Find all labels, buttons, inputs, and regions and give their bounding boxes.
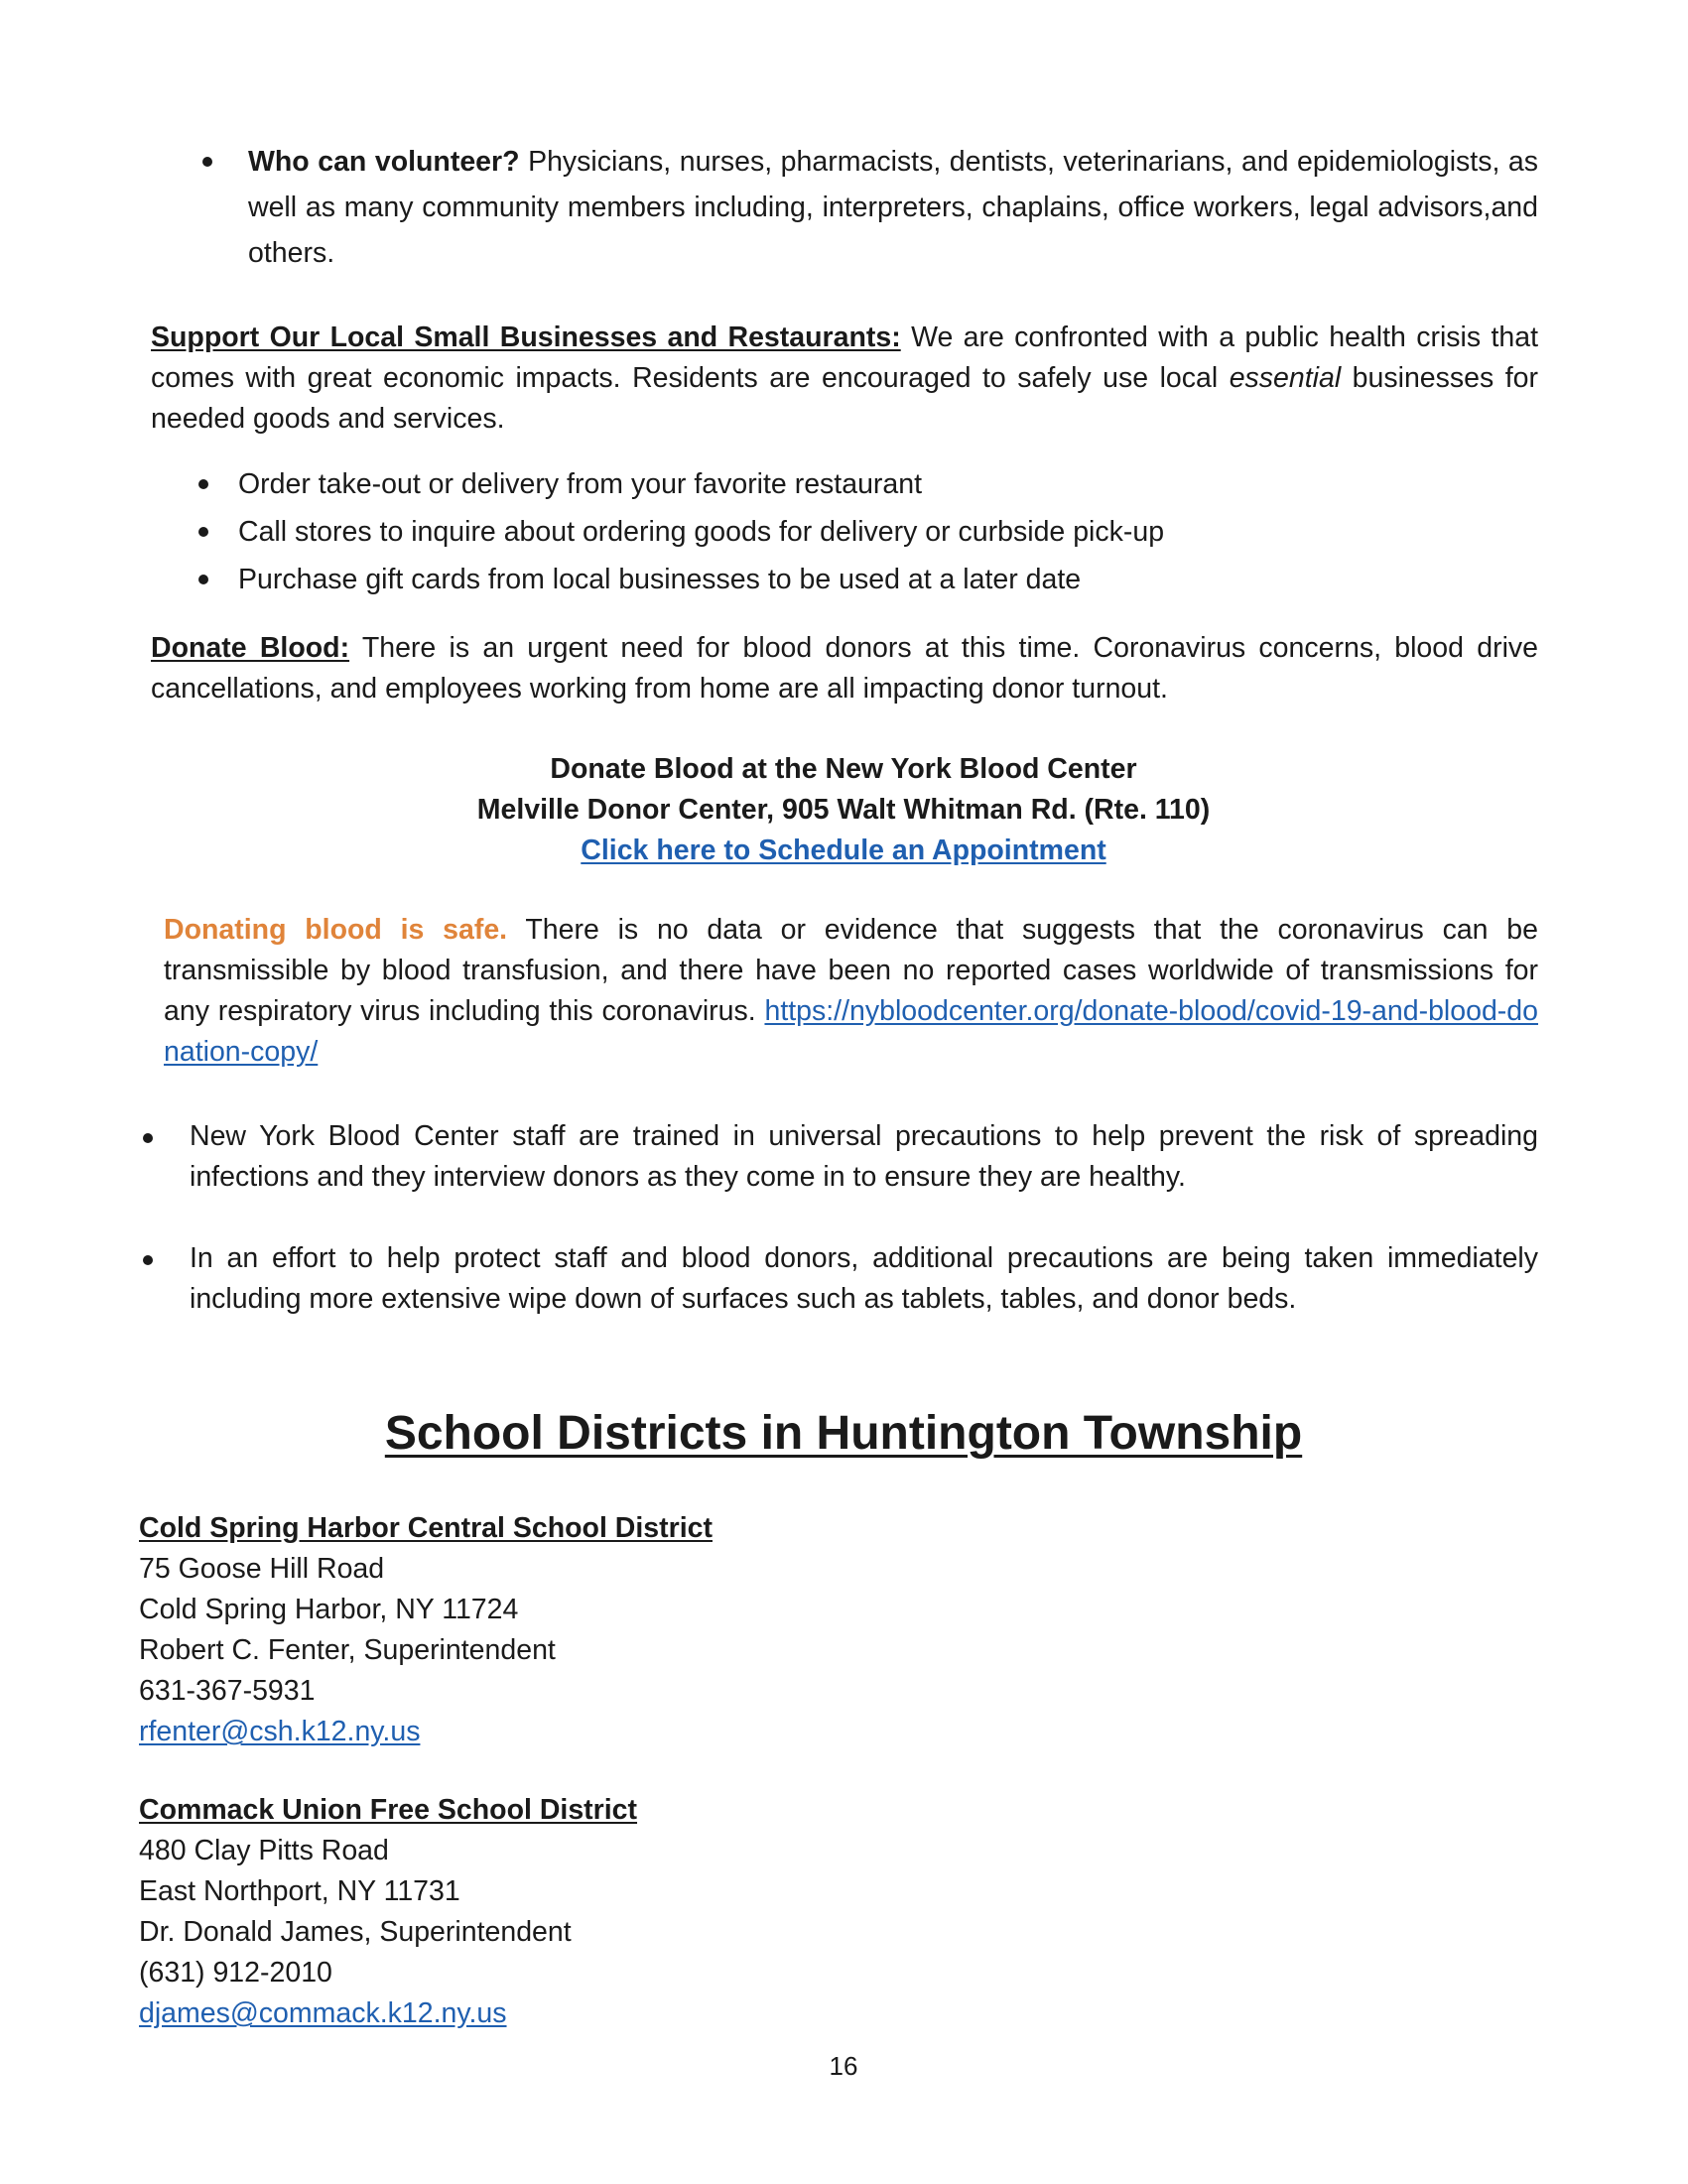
district-name: Commack Union Free School District bbox=[139, 1794, 638, 1826]
donate-center-info bbox=[149, 749, 1538, 871]
district-contact: Dr. Donald James, Superintendent bbox=[139, 1916, 572, 1948]
bullet-icon bbox=[198, 479, 208, 489]
bullet-icon bbox=[198, 575, 208, 584]
list-item-text: Order take-out or delivery from your favorite restaurant bbox=[238, 468, 923, 500]
donate-safe-label: Donating blood is safe. bbox=[164, 914, 508, 946]
district-city: East Northport, NY 11731 bbox=[139, 1875, 460, 1907]
donate-center-line1: Donate Blood at the New York Blood Center bbox=[550, 753, 1137, 785]
support-paragraph bbox=[151, 318, 1538, 440]
donate-paragraph bbox=[151, 628, 1538, 709]
support-list bbox=[238, 460, 1528, 603]
district-email-link[interactable]: rfenter@csh.k12.ny.us bbox=[139, 1716, 421, 1747]
support-text-em: essential bbox=[1229, 362, 1342, 394]
district-phone: 631-367-5931 bbox=[139, 1675, 316, 1707]
donate-title: Donate Blood: bbox=[151, 632, 350, 664]
district-contact: Robert C. Fenter, Superintendent bbox=[139, 1634, 556, 1666]
list-item-text: Call stores to inquire about ordering goods for delivery or curbside pick-up bbox=[238, 516, 1165, 548]
district-name: Cold Spring Harbor Central School District bbox=[139, 1512, 713, 1544]
nybloodcenter-link[interactable]: https://nybloodcenter.org/donate-blood/covid-19-and-blood-donation-copy/ bbox=[164, 995, 1539, 1068]
bullet-icon bbox=[143, 1255, 153, 1265]
schedule-appointment-link[interactable]: Click here to Schedule an Appointment bbox=[581, 835, 1106, 866]
donate-text: There is an urgent need for blood donors at this time. Coronavirus concerns, blood drive cancellations, and employees working from home are all impacting donor turnout. bbox=[151, 632, 1539, 705]
donate-bullet-text: New York Blood Center staff are trained in universal precautions to help prevent the risk of spreading infections and they interview donors as they come in to ensure they are healthy. bbox=[190, 1120, 1538, 1193]
support-text-after: businesses for needed goods and services. bbox=[151, 362, 1538, 435]
district-email-link[interactable]: djames@commack.k12.ny.us bbox=[139, 1997, 507, 2029]
bullet-icon bbox=[143, 1133, 153, 1143]
support-text-before: We are confronted with a public health crisis that comes with great economic impacts. Residents are encouraged to safely use local bbox=[151, 321, 1538, 394]
donate-bullet-1 bbox=[190, 1116, 1538, 1198]
district-address: 75 Goose Hill Road bbox=[139, 1553, 385, 1585]
bullet-icon bbox=[198, 527, 208, 537]
donate-safe-paragraph bbox=[164, 910, 1538, 1073]
donate-safe-text: There is no data or evidence that suggests that the coronavirus can be transmissible by blood transfusion, and there have been no reported cases worldwide of transmissions for any respiratory virus including this coronavirus. bbox=[164, 914, 1539, 1027]
district-address: 480 Clay Pitts Road bbox=[139, 1835, 389, 1866]
volunteer-item bbox=[248, 139, 1538, 276]
district-commack bbox=[139, 1790, 1131, 2034]
list-item bbox=[238, 508, 1528, 556]
list-item-text: Purchase gift cards from local businesses to be used at a later date bbox=[238, 564, 1082, 595]
support-title: Support Our Local Small Businesses and Restaurants: bbox=[151, 321, 901, 353]
district-cold-spring-harbor bbox=[139, 1508, 1131, 1752]
volunteer-text: Physicians, nurses, pharmacists, dentists, veterinarians, and epidemiologists, as well as many community members including, interpreters, chaplains, office workers, legal advisors,and others. bbox=[248, 146, 1539, 269]
districts-heading: School Districts in Huntington Township bbox=[384, 1407, 1303, 1460]
volunteer-label: Who can volunteer? bbox=[248, 146, 520, 178]
list-item bbox=[238, 556, 1528, 603]
donate-bullet-2 bbox=[190, 1238, 1538, 1320]
bullet-icon bbox=[202, 157, 212, 167]
donate-bullet-text: In an effort to help protect staff and blood donors, additional precautions are being taken immediately including more extensive wipe down of surfaces such as tablets, tables, and donor beds. bbox=[190, 1242, 1538, 1315]
list-item bbox=[238, 460, 1528, 508]
donate-center-line2: Melville Donor Center, 905 Walt Whitman Rd. (Rte. 110) bbox=[476, 794, 1211, 826]
page-number: 16 bbox=[829, 2051, 858, 2081]
district-phone: (631) 912-2010 bbox=[139, 1957, 332, 1989]
district-city: Cold Spring Harbor, NY 11724 bbox=[139, 1594, 519, 1625]
